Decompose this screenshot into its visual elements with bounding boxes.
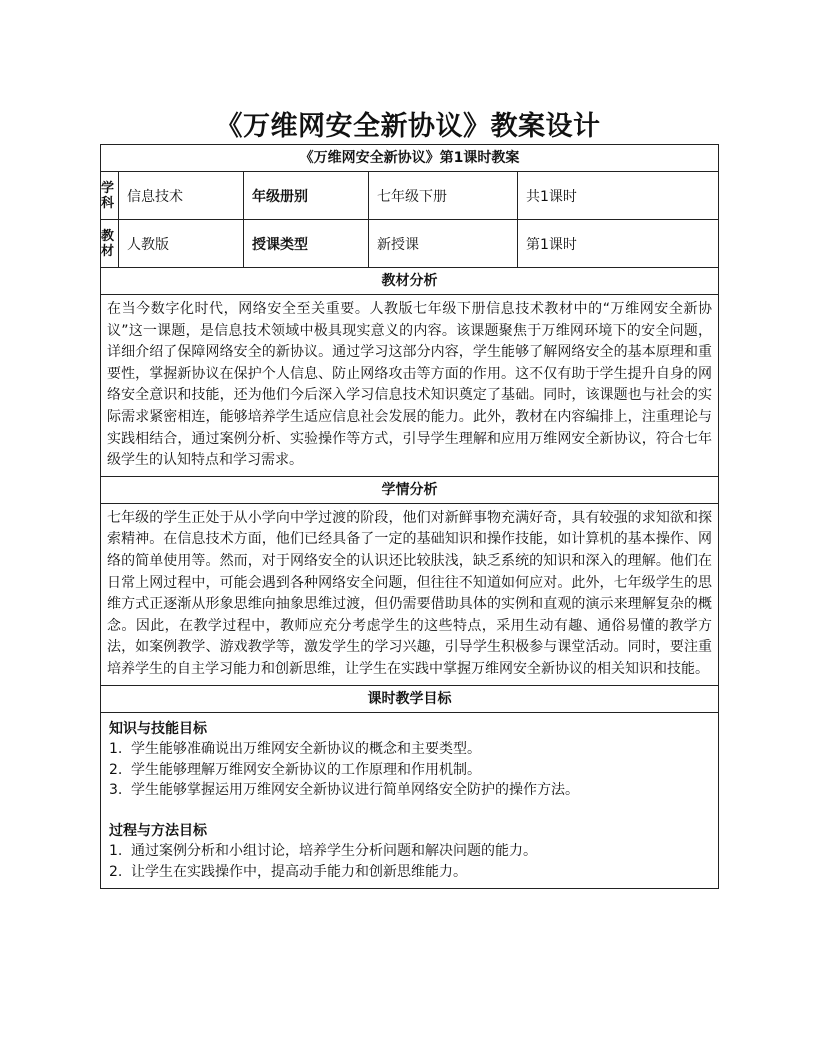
knowledge-goal-item <box>109 780 710 801</box>
student-analysis-heading-row <box>101 476 719 503</box>
subject-label: 学科 <box>101 172 119 220</box>
textbook-value: 人教版 <box>119 220 244 268</box>
textbook-label: 教材 <box>101 220 119 268</box>
textbook-analysis-body-row <box>101 295 719 477</box>
document-title: 《万维网安全新协议》教案设计 <box>215 111 601 142</box>
textbook-analysis-heading-row <box>101 268 719 295</box>
goal-text: 让学生在实践操作中，提高动手能力和创新思维能力。 <box>131 863 467 880</box>
period-number-value: 第1课时 <box>518 220 719 268</box>
goal-text: 学生能够掌握运用万维网安全新协议进行简单网络安全防护的操作方法。 <box>131 782 579 798</box>
info-row-textbook <box>101 220 719 268</box>
knowledge-goals-title: 知识与技能目标 <box>109 720 207 737</box>
student-analysis-heading: 学情分析 <box>101 476 719 503</box>
objectives-heading-row <box>101 685 719 712</box>
goal-text: 通过案例分析和小组讨论，培养学生分析问题和解决问题的能力。 <box>131 843 537 859</box>
lesson-type-label: 授课类型 <box>244 220 369 268</box>
process-goal-item <box>109 841 710 862</box>
lesson-plan-table <box>100 144 719 889</box>
goal-number: 2. <box>109 863 123 880</box>
goal-number: 1. <box>109 741 123 757</box>
process-goals-title: 过程与方法目标 <box>109 822 207 839</box>
student-analysis-body-row <box>101 503 719 685</box>
objectives-heading: 课时教学目标 <box>101 685 719 712</box>
goal-text: 学生能够准确说出万维网安全新协议的概念和主要类型。 <box>131 741 481 757</box>
lesson-header: 《万维网安全新协议》第1课时教案 <box>101 145 719 172</box>
process-goal-item <box>109 862 710 883</box>
textbook-analysis-body: 在当今数字化时代，网络安全至关重要。人教版七年级下册信息技术教材中的“万维网安全新协议”这一课题，是信息技术领域中极具现实意义的内容。该课题聚焦于万维网环境下的安全问题，详细介绍了保障网络安全的新协议。通过学习这部分内容，学生能够了解网络安全的基本原理和重要性，掌握新协议在保护个人信息、防止网络攻击等方面的作用。这不仅有助于学生提升自身的网络安全意识和技能，还为他们今后深入学习信息技术知识奠定了基础。同时，该课题也与社会的实际需求紧密相连，能够培养学生适应信息社会发展的能力。此外，教材在内容编排上，注重理论与实践相结合，通过案例分析、实验操作等方式，引导学生理解和应用万维网安全新协议，符合七年级学生的认知特点和学习需求。 <box>101 295 719 477</box>
lesson-type-value: 新授课 <box>369 220 518 268</box>
total-periods-value: 共1课时 <box>518 172 719 220</box>
textbook-analysis-heading: 教材分析 <box>101 268 719 295</box>
objectives-body <box>101 712 719 889</box>
grade-label: 年级册别 <box>244 172 369 220</box>
goal-text: 学生能够理解万维网安全新协议的工作原理和作用机制。 <box>131 761 481 778</box>
goal-number: 1. <box>109 843 123 859</box>
knowledge-goal-item <box>109 760 710 781</box>
spacer <box>109 801 710 821</box>
objectives-body-row <box>101 712 719 889</box>
info-row-subject <box>101 172 719 220</box>
subject-value: 信息技术 <box>119 172 244 220</box>
goal-number: 2. <box>109 761 123 778</box>
lesson-header-row <box>101 145 719 172</box>
goal-number: 3. <box>109 782 123 798</box>
grade-value: 七年级下册 <box>369 172 518 220</box>
student-analysis-body: 七年级的学生正处于从小学向中学过渡的阶段，他们对新鲜事物充满好奇，具有较强的求知欲和探索精神。在信息技术方面，他们已经具备了一定的基础知识和操作技能，如计算机的基本操作、网络的简单使用等。然而，对于网络安全的认识还比较肤浅，缺乏系统的知识和深入的理解。他们在日常上网过程中，可能会遇到各种网络安全问题，但往往不知道如何应对。此外，七年级学生的思维方式正逐渐从形象思维向抽象思维过渡，但仍需要借助具体的实例和直观的演示来理解复杂的概念。因此，在教学过程中，教师应充分考虑学生的这些特点，采用生动有趣、通俗易懂的教学方法，如案例教学、游戏教学等，激发学生的学习兴趣，引导学生积极参与课堂活动。同时，要注重培养学生的自主学习能力和创新思维，让学生在实践中掌握万维网安全新协议的相关知识和技能。 <box>101 503 719 685</box>
knowledge-goal-item <box>109 739 710 760</box>
